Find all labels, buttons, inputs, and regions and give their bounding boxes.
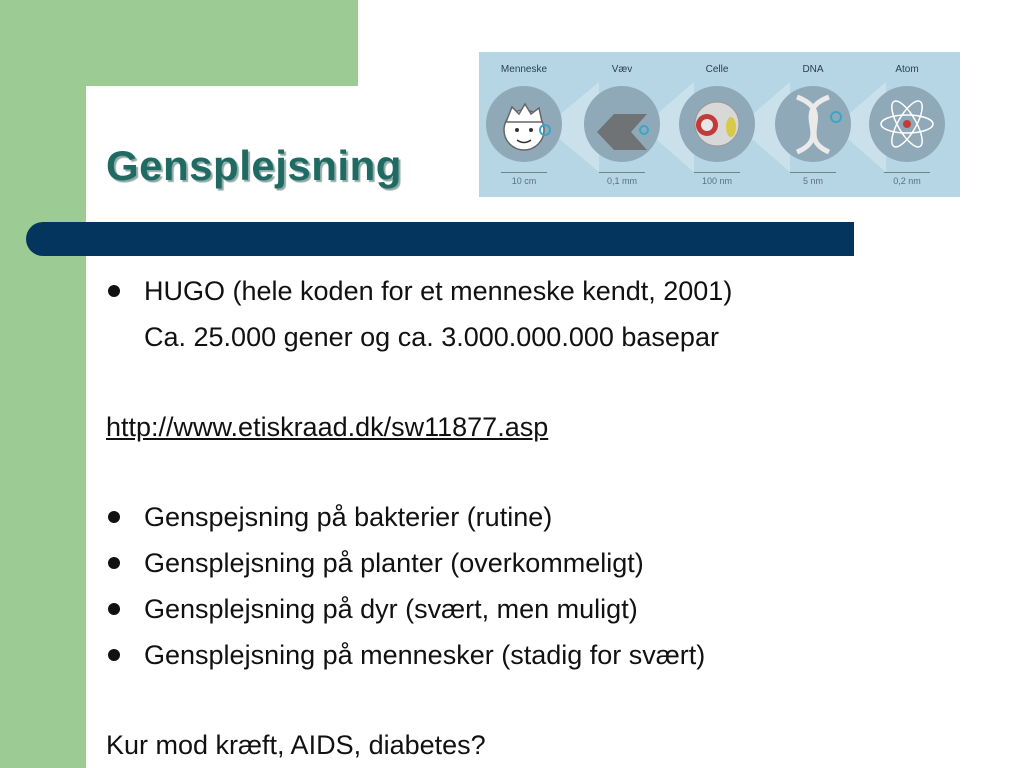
figure-label-dna: DNA bbox=[802, 64, 824, 75]
bullet-text: Gensplejsning på planter (overkommeligt) bbox=[144, 548, 644, 578]
spacer bbox=[106, 360, 1006, 404]
bullet-item bbox=[106, 632, 1006, 678]
figure-label-atom: Atom bbox=[895, 64, 919, 75]
slide-body bbox=[106, 268, 1006, 768]
scale-tick bbox=[884, 172, 930, 173]
figure-scale-menneske: 10 cm bbox=[511, 176, 537, 186]
figure-label-vaev: Væv bbox=[611, 64, 633, 75]
closing-line bbox=[106, 722, 1006, 768]
spacer bbox=[106, 678, 1006, 722]
bullet-text: HUGO (hele koden for et menneske kendt, 2001) bbox=[144, 276, 733, 306]
figure-label-celle: Celle bbox=[705, 64, 729, 75]
bullet-item bbox=[106, 586, 1006, 632]
bullet-text: Gensplejsning på dyr (svært, men muligt) bbox=[144, 594, 638, 624]
bullet-text: Genspejsning på bakterier (rutine) bbox=[144, 502, 553, 532]
top-green-block bbox=[86, 0, 358, 86]
figure-scale-dna: 5 nm bbox=[802, 176, 823, 186]
spacer bbox=[106, 450, 1006, 494]
figure-scale-atom: 0,2 nm bbox=[893, 176, 921, 186]
link-row bbox=[106, 404, 1006, 450]
figure-scale-celle: 100 nm bbox=[701, 176, 733, 186]
scale-tick bbox=[790, 172, 836, 173]
figure-scale-vaev: 0,1 mm bbox=[606, 176, 637, 186]
bullet-continuation-text: Ca. 25.000 gener og ca. 3.000.000.000 basepar bbox=[144, 322, 719, 352]
bullet-item bbox=[106, 540, 1006, 586]
bullet-continuation bbox=[106, 314, 1006, 360]
scale-tick bbox=[599, 172, 645, 173]
left-green-bar bbox=[0, 0, 86, 768]
closing-text: Kur mod kræft, AIDS, diabetes? bbox=[106, 730, 486, 760]
scale-tick bbox=[501, 172, 547, 173]
etiskraad-link[interactable]: http://www.etiskraad.dk/sw11877.asp bbox=[106, 412, 549, 442]
bullet-text: Gensplejsning på mennesker (stadig for svært) bbox=[144, 640, 706, 670]
slide-title: Gensplejsning bbox=[106, 142, 402, 189]
bullet-item bbox=[106, 494, 1006, 540]
bullet-item bbox=[106, 268, 1006, 314]
title-divider-bar bbox=[26, 222, 854, 256]
figure-label-menneske: Menneske bbox=[500, 64, 548, 75]
scale-tick bbox=[694, 172, 740, 173]
scale-illustration bbox=[479, 52, 960, 197]
